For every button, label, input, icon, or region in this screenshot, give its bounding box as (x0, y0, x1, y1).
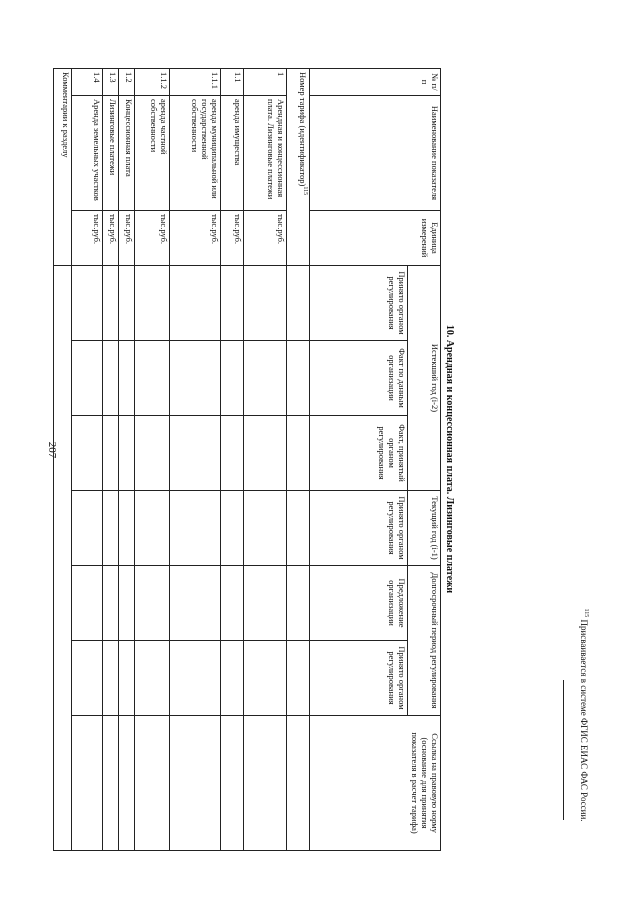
table-sheet (61, 68, 457, 850)
header-expired-year: Истекший год (i-2) (408, 266, 441, 491)
page-number: 207 (46, 441, 58, 459)
row-unit: тыс.руб. (221, 211, 244, 266)
row-num: 1.2 (119, 69, 135, 96)
row-unit: тыс.руб. (135, 211, 170, 266)
table-row (135, 69, 170, 851)
subheader-current-accepted: Принято органом регулирования (310, 491, 408, 566)
header-name: Наименование показателя (310, 96, 441, 211)
row-name: аренда муниципальной или государственной собственности (170, 96, 221, 211)
footnote-divider (563, 680, 564, 820)
footnote-text: Присваивается в системе ФГИС ЕИАС ФАС России. (579, 619, 589, 822)
row-num: 1.1 (221, 69, 244, 96)
row-num: 1.3 (103, 69, 119, 96)
tariff-label: Номер тарифа (идентификатор) (298, 72, 309, 187)
footnote (579, 608, 589, 821)
row-unit: тыс.руб. (103, 211, 119, 266)
header-row (408, 69, 441, 851)
tariff-label-cell (287, 69, 310, 266)
subheader-fact-regulator: Факт, принятый органом регулирования (310, 416, 408, 491)
row-unit: тыс.руб. (244, 211, 287, 266)
rotated-table-container (61, 68, 457, 850)
section-title: 10. Арендная и концессионная плата. Лизинговые платежи (444, 324, 455, 594)
row-name: аренда имущества (221, 96, 244, 211)
leasing-payments-table (53, 68, 441, 851)
header-num: № п/п (310, 69, 441, 96)
header-current-year: Текущий год (i-1) (408, 491, 441, 566)
table-row (103, 69, 119, 851)
tariff-footnote-mark: 115 (302, 186, 308, 196)
table-row (119, 69, 135, 851)
row-name: Аренда земельных участков (72, 96, 103, 211)
footnote-mark: 115 (583, 608, 589, 618)
header-long-term: Долгосрочный период регулирования (408, 566, 441, 716)
subheader-accepted-regulator: Принято органом регулирования (310, 266, 408, 341)
header-reference: Ссылка на правовую норму (основание для принятия показателя в расчет тарифа) (310, 716, 441, 851)
row-unit: тыс.руб. (170, 211, 221, 266)
row-name: Арендная и концессионная плата. Лизинговые платежи (244, 96, 287, 211)
row-num: 1.1.1 (170, 69, 221, 96)
row-unit: тыс.руб. (119, 211, 135, 266)
row-num: 1.4 (72, 69, 103, 96)
row-name: Концессионная плата (119, 96, 135, 211)
table-row (72, 69, 103, 851)
subheader-long-accepted: Принято органом регулирования (310, 641, 408, 716)
comments-row (54, 69, 72, 851)
table-row (244, 69, 287, 851)
row-num: 1.1.2 (135, 69, 170, 96)
comments-cell (54, 266, 72, 851)
table-row (221, 69, 244, 851)
row-name: аренда частной собственности (135, 96, 170, 211)
subheader-proposal-org: Предложение организации (310, 566, 408, 641)
table-row (170, 69, 221, 851)
tariff-row (287, 69, 310, 851)
header-unit: Единица измерений (310, 211, 441, 266)
row-unit: тыс.руб. (72, 211, 103, 266)
subheader-fact-org: Факт по данным организации (310, 341, 408, 416)
comments-label: Комментарии к разделу (54, 69, 72, 266)
row-num: 1 (244, 69, 287, 96)
row-name: Лизинговые платежи (103, 96, 119, 211)
